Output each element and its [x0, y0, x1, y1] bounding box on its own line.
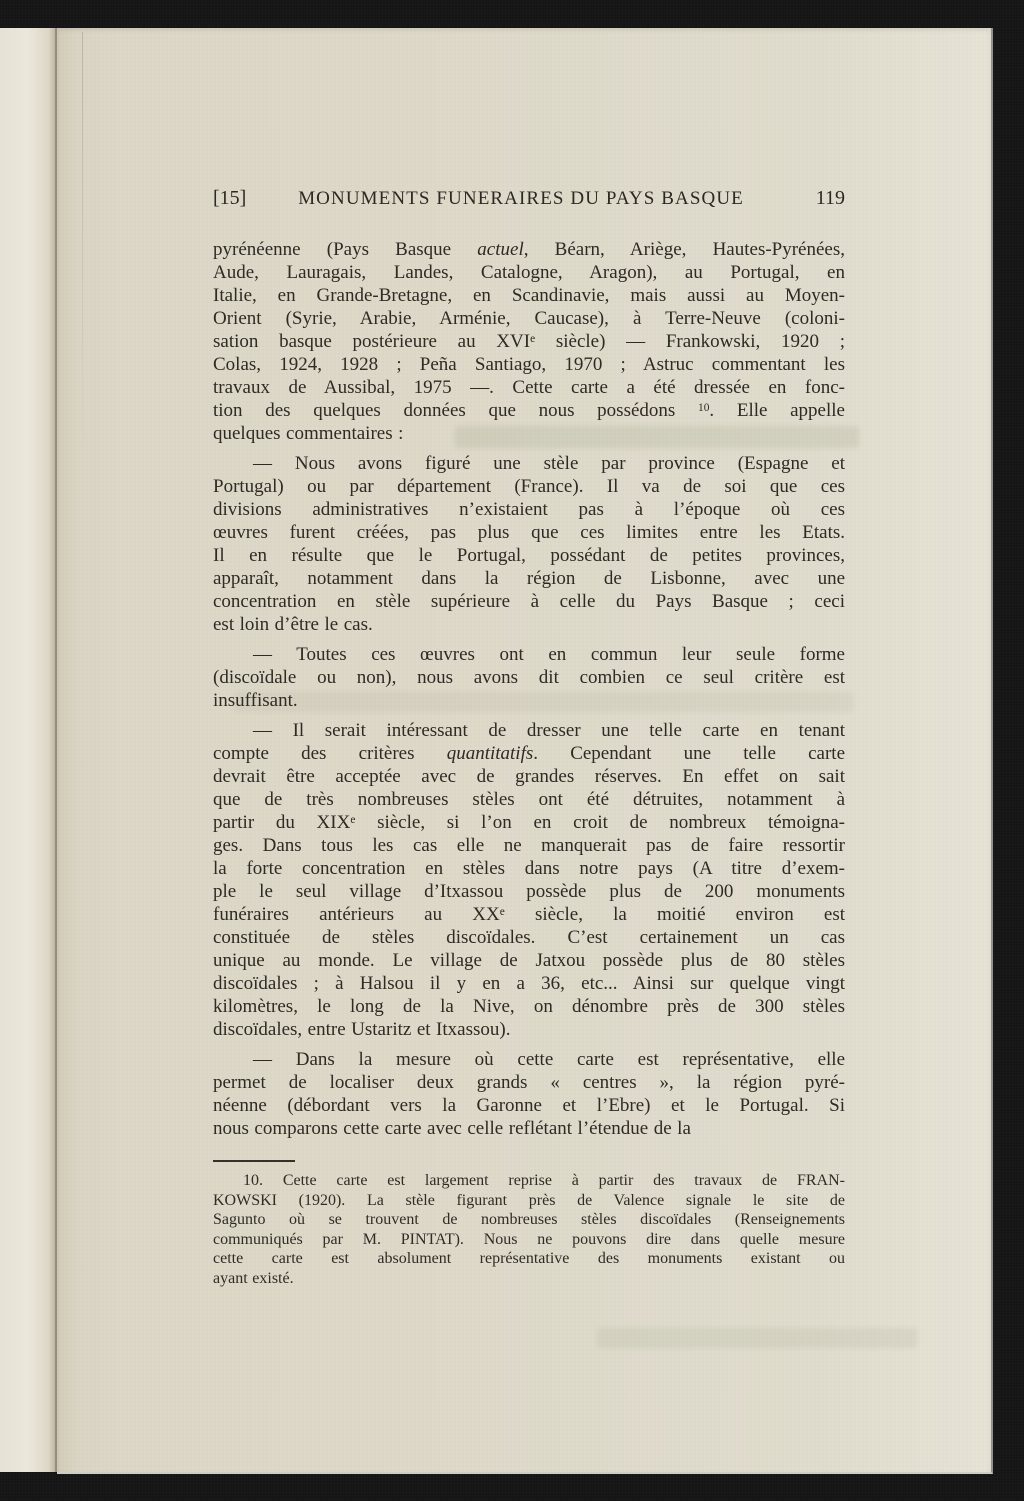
- superscript: e: [350, 814, 356, 826]
- paragraph: [213, 719, 845, 1041]
- text-line: — Il serait intéressant de dresser une telle carte en tenant: [253, 720, 845, 741]
- text-line: partir du XIXe siècle, si l’on en croit de nombreux témoigna-: [213, 812, 845, 833]
- text-line: insuffisant.: [213, 690, 298, 711]
- text-line: 10. Cette carte est largement reprise à partir des travaux de FRAN-: [243, 1172, 845, 1189]
- text-line: travaux de Aussibal, 1975 —. Cette carte a été dressée en fonc-: [213, 377, 845, 398]
- text-line: Orient (Syrie, Arabie, Arménie, Caucase), à Terre-Neuve (coloni-: [213, 308, 845, 329]
- text-line: pyrénéenne (Pays Basque actuel, Béarn, Ariège, Hautes-Pyrénées,: [213, 239, 845, 260]
- text-line: Sagunto où se trouvent de nombreuses stèles discoïdales (Renseignements: [213, 1211, 845, 1228]
- text-line: — Nous avons figuré une stèle par province (Espagne et: [253, 453, 845, 474]
- text-line: ple le seul village d’Itxassou possède plus de 200 monuments: [213, 881, 845, 902]
- text-line: sation basque postérieure au XVIe siècle) — Frankowski, 1920 ;: [213, 331, 845, 352]
- footnote: [213, 1171, 845, 1288]
- text-line: divisions administratives n’existaient pas à l’époque où ces: [213, 499, 845, 520]
- body-text: [213, 238, 845, 1140]
- text-line: discoïdales, entre Ustaritz et Itxassou).: [213, 1019, 511, 1040]
- text-line: concentration en stèle supérieure à celle du Pays Basque ; ceci: [213, 591, 845, 612]
- text-line: Italie, en Grande-Bretagne, en Scandinavie, mais aussi au Moyen-: [213, 285, 845, 306]
- text-line: quelques commentaires :: [213, 423, 404, 444]
- text-line: (discoïdale ou non), nous avons dit combien ce seul critère est: [213, 667, 845, 688]
- text-line: Colas, 1924, 1928 ; Peña Santiago, 1970 ; Astruc commentant les: [213, 354, 845, 375]
- text-line: ayant existé.: [213, 1269, 294, 1287]
- text-line: ges. Dans tous les cas elle ne manquerait pas de faire ressortir: [213, 835, 845, 856]
- book-page: [57, 28, 993, 1474]
- text-line: compte des critères quantitatifs. Cependant une telle carte: [213, 743, 845, 764]
- text-line: constituée de stèles discoïdales. C’est certainement un cas: [213, 927, 845, 948]
- text-line: — Dans la mesure où cette carte est représentative, elle: [253, 1049, 845, 1070]
- superscript: 10: [698, 402, 710, 414]
- text-line: discoïdales ; à Halsou il y en a 36, etc... Ainsi sur quelque vingt: [213, 973, 845, 994]
- text-line: Il en résulte que le Portugal, possédant de petites provinces,: [213, 545, 845, 566]
- text-line: apparaît, notamment dans la région de Lisbonne, avec une: [213, 568, 845, 589]
- running-head: [213, 187, 845, 210]
- page-crease: [82, 32, 83, 452]
- paragraph: [213, 238, 845, 445]
- footnote-separator: [213, 1160, 295, 1162]
- superscript: e: [530, 333, 536, 345]
- paragraph: [213, 1171, 845, 1288]
- text-line: la forte concentration en stèles dans notre pays (A titre d’exem-: [213, 858, 845, 879]
- text-line: funéraires antérieurs au XXe siècle, la moitié environ est: [213, 904, 845, 925]
- text-line: Aude, Lauragais, Landes, Catalogne, Aragon), au Portugal, en: [213, 262, 845, 283]
- text-line: — Toutes ces œuvres ont en commun leur seule forme: [253, 644, 845, 665]
- running-title: MONUMENTS FUNERAIRES DU PAYS BASQUE: [298, 188, 744, 209]
- page-number: 119: [815, 187, 845, 209]
- text-line: KOWSKI (1920). La stèle figurant près de Valence signale le site de: [213, 1191, 845, 1209]
- text-line: permet de localiser deux grands « centres », la région pyré-: [213, 1072, 845, 1093]
- text-line: unique au monde. Le village de Jatxou possède plus de 80 stèles: [213, 950, 845, 971]
- text-line: tion des quelques données que nous possédons $^{10}$. Elle appelle: [213, 400, 845, 421]
- text-line: Portugal) ou par département (France). Il va de soi que ces: [213, 476, 845, 497]
- superscript: e: [499, 906, 505, 918]
- text-line: que de très nombreuses stèles ont été détruites, notamment à: [213, 789, 845, 810]
- folio-marker: [15]: [213, 187, 247, 209]
- text-line: est loin d’être le cas.: [213, 614, 373, 635]
- text-line: nous comparons cette carte avec celle reflétant l’étendue de la: [213, 1118, 691, 1139]
- text-line: œuvres furent créées, pas plus que ces limites entre les Etats.: [213, 522, 845, 543]
- show-through-artifact: [597, 1328, 917, 1348]
- paragraph: [213, 643, 845, 712]
- text-line: kilomètres, le long de la Nive, on dénombre près de 300 stèles: [213, 996, 845, 1017]
- text-line: cette carte est absolument représentative des monuments existant ou: [213, 1250, 845, 1267]
- text-line: néenne (débordant vers la Garonne et l’Ebre) et le Portugal. Si: [213, 1095, 845, 1116]
- paragraph: [213, 452, 845, 636]
- text-line: devrait être acceptée avec de grandes réserves. En effet on sait: [213, 766, 845, 787]
- paragraph: [213, 1048, 845, 1140]
- left-page-edge: [0, 28, 57, 1472]
- text-line: communiqués par M. PINTAT). Nous ne pouvons dire dans quelle mesure: [213, 1230, 845, 1248]
